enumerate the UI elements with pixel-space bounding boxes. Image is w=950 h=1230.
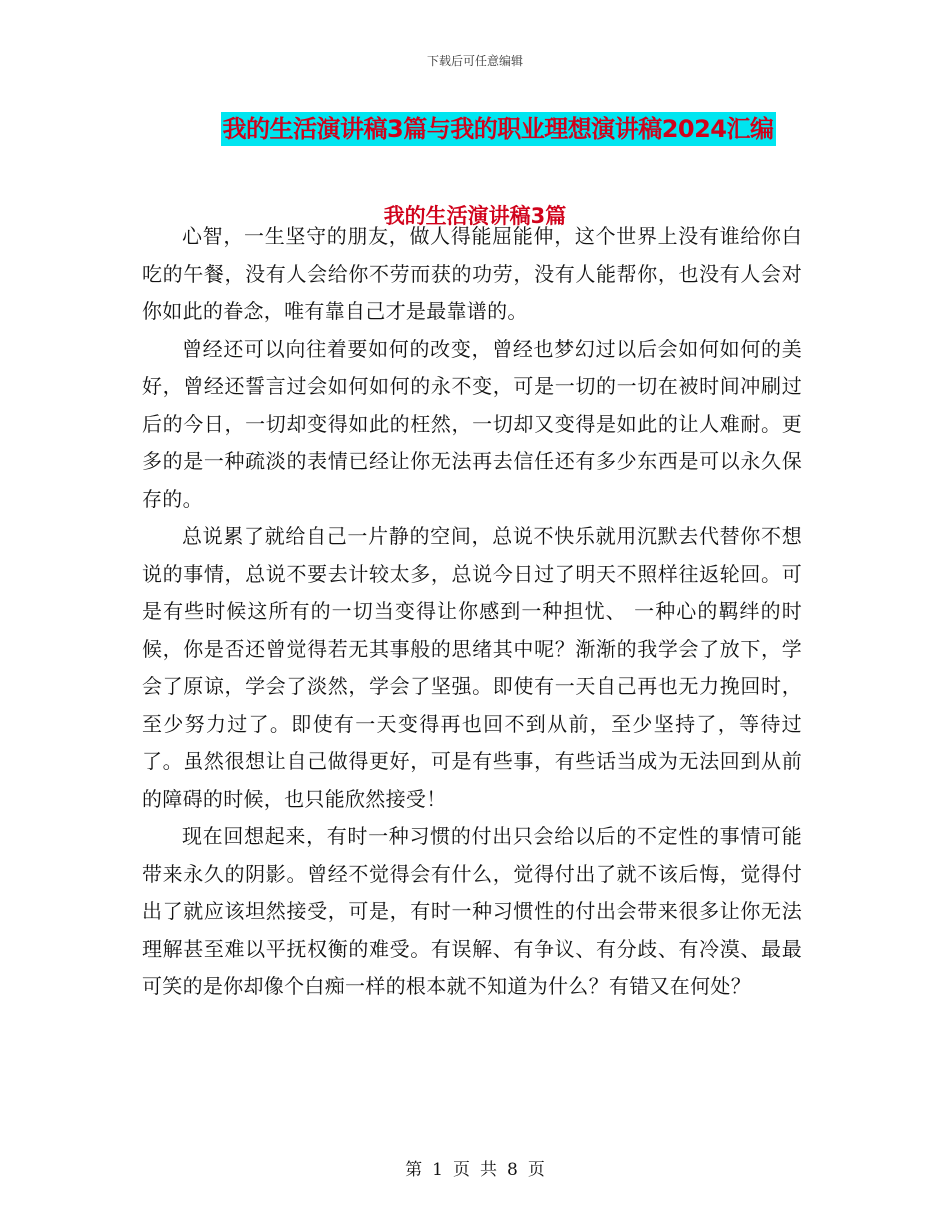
footer-page-number: 1 [432,1160,443,1180]
footer-total-word: 共 [480,1160,497,1180]
footer-suffix: 页 [527,1160,545,1180]
page-footer [0,1155,950,1180]
paragraph: 现在回想起来，有时一种习惯的付出只会给以后的不定性的事情可能带来永久的阴影。曾经不觉得会有什么，觉得付出了就不该后悔，觉得付出了就应该坦然接受，可是，有时一种习惯性的付出会带来很多让你无法理解甚至难以平抚权衡的难受。有误解、有争议、有分歧、有冷漠、最最可笑的是你却像个白痴一样的根本就不知道为什么？有错又在何处？ [142,824,802,998]
paragraph: 曾经还可以向往着要如何的改变，曾经也梦幻过以后会如何如何的美好，曾经还誓言过会如何如何的永不变，可是一切的一切在被时间冲刷过后的今日，一切却变得如此的枉然，一切却又变得是如此的让人难耐。更多的是一种疏淡的表情已经让你无法再去信任还有多少东西是可以永久保存的。 [142,336,802,511]
footer-total-pages: 8 [507,1160,518,1180]
footer-prefix: 第 [405,1160,423,1180]
document-title-container [0,112,950,146]
document-title: 我的生活演讲稿3篇与我的职业理想演讲稿2024汇编 [221,112,776,146]
paragraph: 心智，一生坚守的朋友，做人得能屈能伸，这个世界上没有谁给你白吃的午餐，没有人会给你不劳而获的功劳，没有人能帮你，也没有人会对你如此的眷念，唯有靠自己才是最靠谱的。 [142,224,802,323]
page-header-note: 下载后可任意编辑 [426,54,523,68]
paragraph: 总说累了就给自己一片静的空间，总说不快乐就用沉默去代替你不想说的事情，总说不要去计较太多，总说今日过了明天不照样往返轮回。可是有些时候这所有的一切当变得让你感到一种担忧、 一种心的羁绊的时候，你是否还曾觉得若无其事般的思绪其中呢？渐渐的我学会了放下，学会了原谅，学会了淡然，学会了坚强。即使有一天自己再也无力挽回时，至少努力过了。即使有一天变得再也回不到从前，至少坚持了，等待过了。虽然很想让自己做得更好，可是有些事，有些话当成为无法回到从前的障碍的时候，也只能欣然接受！ [142,524,802,811]
section-title: 我的生活演讲稿3篇 [383,204,567,228]
document-body [142,218,802,1006]
footer-page-word: 页 [453,1160,470,1180]
